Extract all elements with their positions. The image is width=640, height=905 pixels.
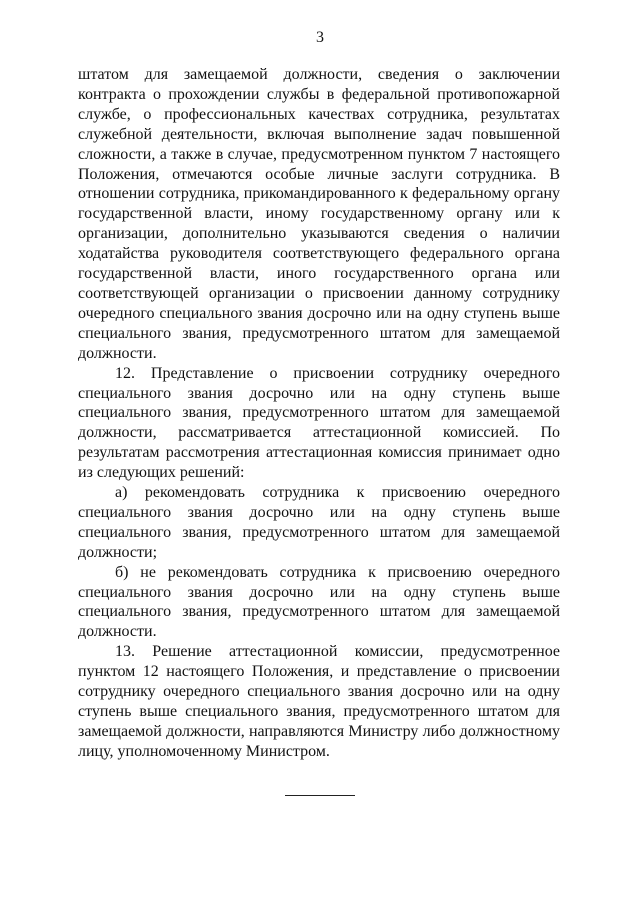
document-body [78,65,560,762]
page-number: 3 [316,29,324,46]
paragraph-item-13: 13. Решение аттестационной комиссии, предусмотренное пунктом 12 настоящего Положения, и представление о присвоении сотруднику очередного специального звания досрочно или на одну ступень выше специального звания, предусмотренного штатом для замещаемой должности, направляются Министру либо должностному лицу, уполномоченному Министром. [78,643,560,760]
paragraph-item-12: 12. Представление о присвоении сотруднику очередного специального звания досрочно или на одну ступень выше специального звания, предусмотренного штатом для замещаемой должности, рассматривается аттестационной комиссией. По результатам рассмотрения аттестационная комиссия принимает одно из следующих решений: [78,364,560,482]
paragraph-continuation: штатом для замещаемой должности, сведения о заключении контракта о прохождении службы в федеральной противопожарной службе, о профессиональных качествах сотрудника, результатах служебной деятельности, включая выполнение задач повышенной сложности, а также в случае, предусмотренном пунктом 7 настоящего Положения, отмечаются особые личные заслуги сотрудника. В отношении сотрудника, прикомандированного к федеральному органу государственной власти, иному государственному органу или к организации, дополнительно указываются сведения о наличии ходатайства руководителя соответствующего федерального органа государственной власти, иного государственного органа или соответствующей организации о присвоении данному сотруднику очередного специального звания досрочно или на одну ступень выше специального звания, предусмотренного штатом для замещаемой должности. [78,66,560,362]
end-of-text-rule [285,795,355,796]
paragraph-subitem-b: б) не рекомендовать сотрудника к присвоению очередного специального звания досрочно или на одну ступень выше специального звания, предусмотренного штатом для замещаемой должности. [78,563,560,641]
paragraph-subitem-a: а) рекомендовать сотрудника к присвоению очередного специального звания досрочно или на одну ступень выше специального звания, предусмотренного штатом для замещаемой должности; [78,484,560,561]
